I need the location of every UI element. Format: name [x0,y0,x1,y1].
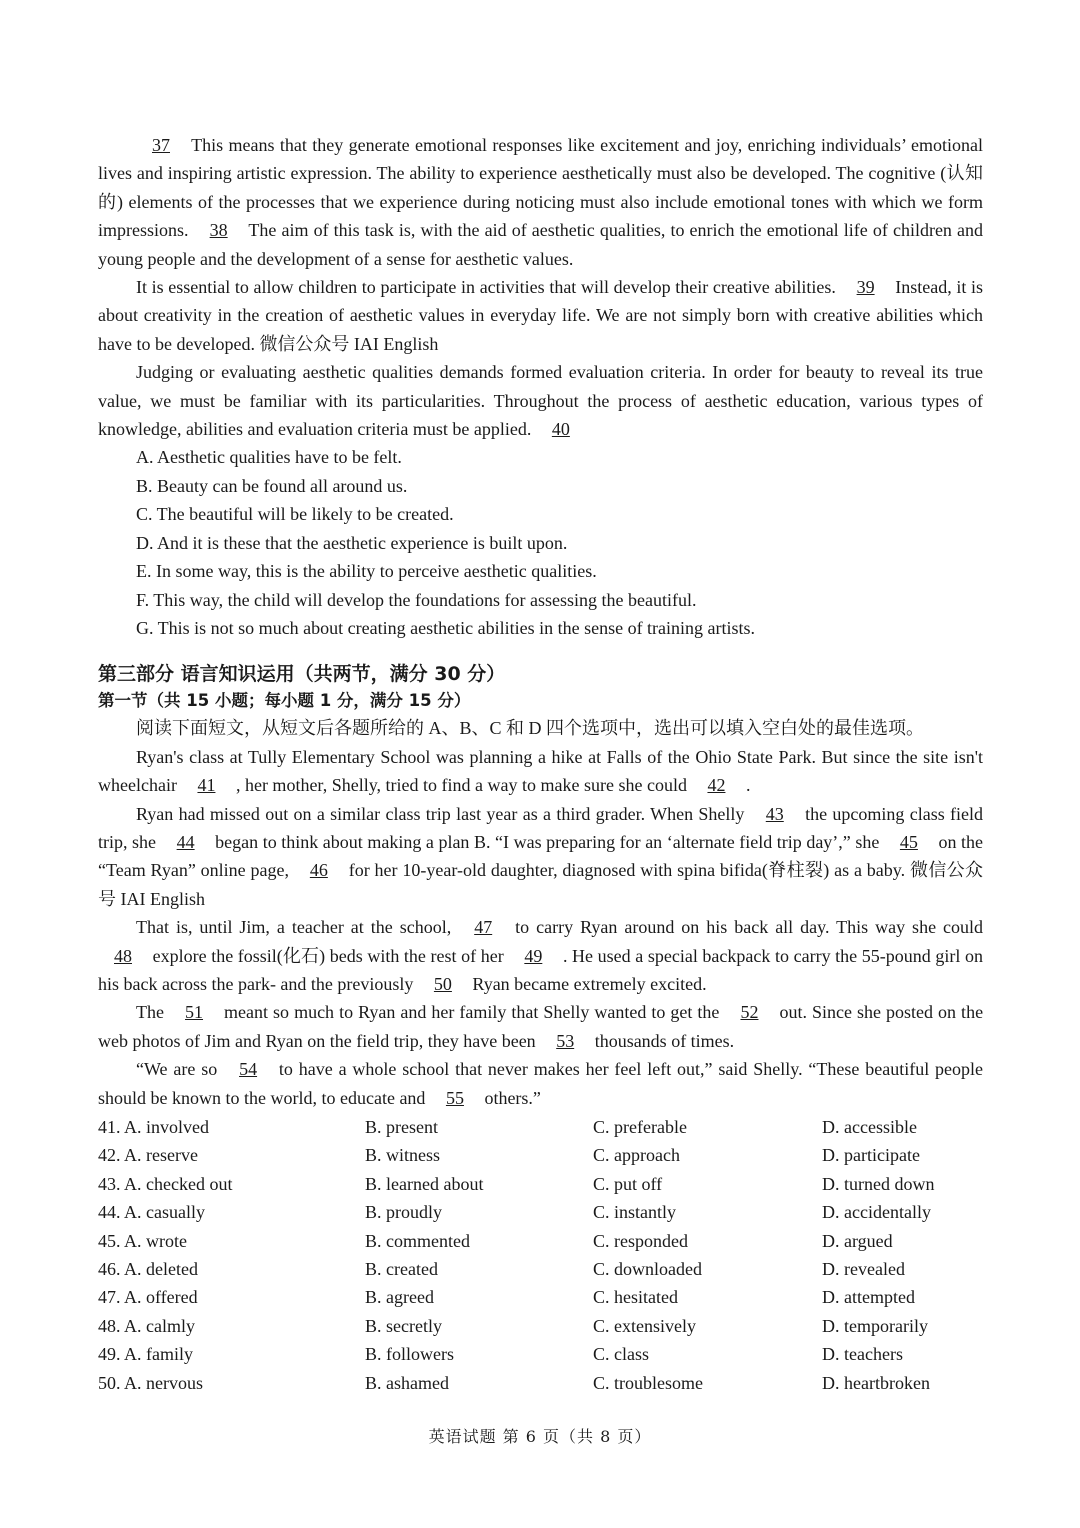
choice-a: 43. A. checked out [98,1173,233,1194]
paragraph-text: Ryan's class at Tully Elementary School was planning a hike at Falls of the Ohio State Park. But since the site isn't wheelchair [98,746,983,796]
choice-row-48 [98,1312,983,1340]
blank-51: 51 [185,1002,204,1023]
choice-b: B. agreed [365,1287,434,1308]
choice-b: B. followers [365,1344,454,1365]
blank-44: 44 [176,831,195,852]
choice-row-46 [98,1255,983,1283]
paragraph-text: “We are so [136,1059,218,1080]
choice-a: 41. A. involved [98,1117,209,1137]
choice-d: D. accidentally [822,1202,931,1223]
choice-a: 48. A. calmly [98,1315,195,1336]
choice-c: C. downloaded [593,1259,702,1280]
choice-b: B. present [365,1117,438,1137]
choice-d: D. turned down [822,1173,935,1194]
choice-d: D. attempted [822,1287,915,1308]
paragraph-text: , her mother, Shelly, tried to find a way to make sure she could [235,775,687,796]
blank-40: 40 [551,419,570,440]
choice-c: C. approach [593,1145,680,1166]
choice-a: 50. A. nervous [98,1372,203,1393]
paragraph-text: to have a whole school that never makes her feel left out,” said Shelly. “These beautiful people should be known to the world, to educate and [98,1059,984,1108]
page-footer: 英语试题 第 6 页（共 8 页） [428,1427,652,1446]
paragraph-text: for her 10-year-old daughter, diagnosed with spina bifida(脊柱裂) as a baby. 微信公众号 IAI English [98,860,984,909]
choice-d: D. participate [822,1145,920,1166]
paragraph-text: Ryan became extremely excited. [472,973,707,994]
choice-c: C. extensively [593,1315,696,1336]
choice-d: D. temporarily [822,1315,928,1336]
choice-row-45 [98,1227,983,1255]
paragraph-text: others.” [484,1087,541,1108]
paragraph-text: Judging or evaluating aesthetic qualities demands formed evaluation criteria. In order for beauty to reveal its true value, we must be familiar with its particularities. Throughout the process of aesthetic education, various types of knowledge, abilities and evaluation criteria must be applied. [98,362,983,440]
blank-41: 41 [197,775,216,796]
blank-38: 38 [209,220,228,241]
choice-b: B. secretly [365,1315,442,1336]
choice-d: D. revealed [822,1259,905,1280]
choice-row-41 [98,1113,983,1141]
choice-b: B. created [365,1259,438,1280]
blank-42: 42 [707,775,726,796]
choice-a: 42. A. reserve [98,1145,198,1166]
choice-c: C. hesitated [593,1287,678,1308]
blank-43: 43 [765,803,784,824]
blank-39: 39 [856,277,875,298]
choice-c: C. preferable [593,1117,687,1137]
choice-row-49 [98,1340,983,1368]
paragraph-text: explore the fossil(化石) beds with the rest of her [152,945,504,966]
part-heading: 第三部分 语言知识运用（共两节，满分 30 分） [98,663,506,686]
blank-47: 47 [474,917,493,938]
paragraph-text: to carry Ryan around on his back all day. This way she could [515,917,984,938]
choice-d: D. teachers [822,1344,903,1365]
paragraph-text: The [136,1002,164,1023]
paragraph-text: Ryan had missed out on a similar class trip last year as a third grader. When Shelly [136,803,745,824]
instruction-text: 阅读下面短文，从短文后各题所给的 A、B、C 和 D 四个选项中，选出可以填入空白处的最佳选项。 [136,718,925,739]
blank-52: 52 [740,1002,759,1023]
paragraph-text: began to think about making a plan B. “I was preparing for an ‘alternate field trip day’,” she [215,831,880,852]
paragraph-text: on the “Team Ryan” online page, [98,831,984,881]
choice-a: 47. A. offered [98,1287,198,1308]
cloze-paragraph-2 [98,800,983,914]
blank-48: 48 [114,945,132,966]
cloze-paragraph-4 [98,998,983,1055]
passage-paragraph-3 [98,358,983,443]
section-heading: 第一节（共 15 小题；每小题 1 分，满分 15 分） [98,691,471,711]
choice-row-42 [98,1141,983,1169]
choice-b: B. commented [365,1230,470,1251]
choice-row-47 [98,1283,983,1311]
cloze-paragraph-1 [98,743,983,800]
paragraph-text: meant so much to Ryan and her family that Shelly wanted to get the [224,1002,720,1023]
choice-row-44 [98,1198,983,1226]
passage-paragraph-2 [98,273,983,358]
paragraph-text: Instead, it is about creativity in the creation of aesthetic values in everyday life. We are not simply born with creative abilities which have to be developed. 微信公众号 IAI English [98,277,984,354]
option-g: G. This is not so much about creating aesthetic abilities in the sense of training artists. [136,617,756,638]
choice-c: C. instantly [593,1202,677,1223]
choice-c: C. class [593,1344,649,1365]
exam-page [98,131,983,1397]
answer-choices [98,1113,983,1397]
cloze-paragraph-5 [98,1055,983,1112]
choice-a: 49. A. family [98,1344,193,1365]
paragraph-text: It is essential to allow children to participate in activities that will develop their creative abilities. [136,277,836,298]
paragraph-text: . [745,775,751,796]
choice-d: D. heartbroken [822,1372,930,1393]
blank-46: 46 [309,860,328,881]
choice-c: C. responded [593,1230,688,1251]
option-e: E. In some way, this is the ability to perceive aesthetic qualities. [136,561,597,582]
paragraph-text: This means that they generate emotional responses like excitement and joy, enriching individuals’ emotional lives and inspiring artistic expression. The ability to experience aesthetically must also be developed. The cognitive (认知的) elements of the processes that we experience during noticing must also include emotional tones with which we form impressions. [98,135,983,241]
blank-55: 55 [445,1087,464,1108]
seven-choice-options [98,443,983,642]
choice-b: B. learned about [365,1173,484,1194]
cloze-paragraph-3 [98,913,983,998]
paragraph-text: out. Since she posted on the web photos of Jim and Ryan on the field trip, they have been [98,1002,984,1051]
choice-b: B. ashamed [365,1372,449,1393]
paragraph-text: The aim of this task is, with the aid of aesthetic qualities, to enrich the emotional life of children and young people and the development of a sense for aesthetic values. [98,220,984,269]
choice-b: B. witness [365,1145,441,1166]
option-d: D. And it is these that the aesthetic experience is built upon. [136,532,568,553]
option-f: F. This way, the child will develop the foundations for assessing the beautiful. [136,589,697,610]
choice-c: C. troublesome [593,1372,703,1393]
blank-45: 45 [899,831,918,852]
choice-d: D. accessible [822,1117,917,1137]
paragraph-text: thousands of times. [594,1030,735,1051]
option-c: C. The beautiful will be likely to be created. [136,504,454,525]
paragraph-text: That is, until Jim, a teacher at the school, [136,917,452,938]
passage-paragraph-1 [98,131,983,273]
blank-53: 53 [556,1030,575,1051]
paragraph-text: . He used a special backpack to carry the 55-pound girl on his back across the park- and the previously [98,945,983,994]
choice-row-50 [98,1369,983,1397]
blank-54: 54 [239,1059,258,1080]
choice-row-43 [98,1170,983,1198]
blank-49: 49 [524,945,543,966]
choice-a: 46. A. deleted [98,1259,198,1280]
choice-a: 44. A. casually [98,1202,205,1223]
blank-37: 37 [152,135,170,155]
choice-a: 45. A. wrote [98,1230,187,1251]
blank-50: 50 [433,973,452,994]
choice-b: B. proudly [365,1202,443,1223]
option-a: A. Aesthetic qualities have to be felt. [136,447,402,468]
choice-c: C. put off [593,1173,663,1194]
paragraph-text: the upcoming class field trip, she [98,803,984,852]
choice-d: D. argued [822,1230,893,1251]
option-b: B. Beauty can be found all around us. [136,475,408,496]
